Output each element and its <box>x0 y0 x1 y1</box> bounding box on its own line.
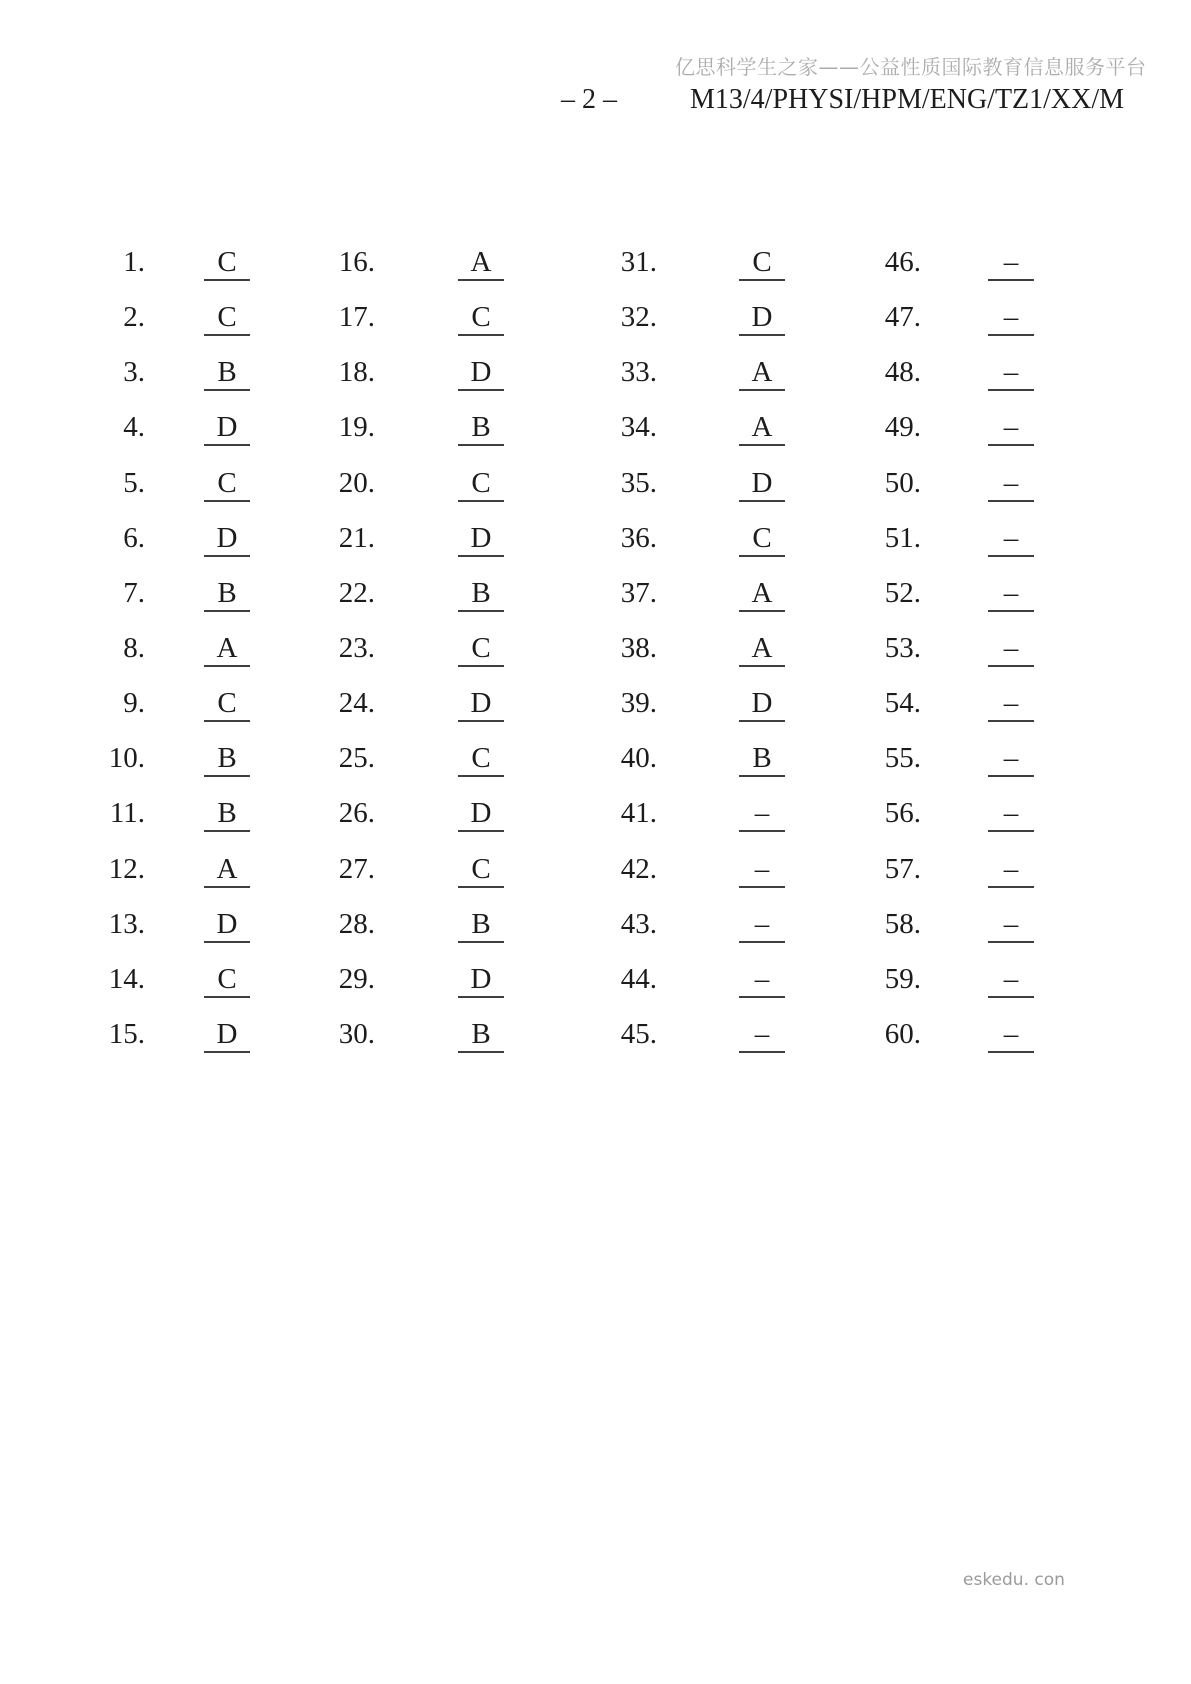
answer-value: – <box>988 631 1034 667</box>
question-number: 41. <box>620 797 657 830</box>
answer-value: A <box>739 631 785 667</box>
answer-row <box>305 959 504 1014</box>
answer-row <box>75 959 250 1014</box>
answer-value: D <box>739 466 785 502</box>
answer-row <box>587 959 785 1014</box>
answer-row <box>75 463 250 518</box>
page-number: – 2 – <box>561 84 617 115</box>
answer-row <box>587 904 785 959</box>
question-number: 40. <box>620 742 657 775</box>
question-number: 15. <box>108 1017 145 1050</box>
site-banner: 亿思科学生之家——公益性质国际教育信息服务平台 <box>675 55 1147 79</box>
answer-row <box>587 849 785 904</box>
answer-row <box>851 628 1034 683</box>
answer-row <box>75 904 250 959</box>
question-number: 48. <box>884 356 921 389</box>
question-number: 8. <box>123 631 145 664</box>
question-number: 36. <box>620 521 657 554</box>
answer-value: – <box>988 796 1034 832</box>
answer-row <box>75 628 250 683</box>
answer-row <box>851 793 1034 848</box>
answer-value: – <box>988 686 1034 722</box>
question-number: 50. <box>884 466 921 499</box>
question-number: 31. <box>620 246 657 278</box>
answer-row <box>75 518 250 573</box>
answer-row <box>75 407 250 462</box>
question-number: 46. <box>884 246 921 278</box>
answer-value: – <box>988 410 1034 446</box>
answer-value: – <box>988 521 1034 557</box>
answer-row <box>305 297 504 352</box>
answer-value: D <box>204 907 250 943</box>
question-number: 38. <box>620 631 657 664</box>
answer-row <box>851 518 1034 573</box>
answer-column-2 <box>305 242 504 1069</box>
question-number: 57. <box>884 852 921 885</box>
question-number: 28. <box>338 907 375 940</box>
question-number: 12. <box>108 852 145 885</box>
answer-value: B <box>458 1017 504 1053</box>
answer-value: – <box>988 962 1034 998</box>
answer-row <box>851 242 1034 297</box>
answer-value: – <box>988 300 1034 336</box>
question-number: 33. <box>620 356 657 389</box>
answer-row <box>305 407 504 462</box>
answer-row <box>851 959 1034 1014</box>
answer-value: C <box>458 300 504 336</box>
answer-value: A <box>739 410 785 446</box>
answer-row <box>305 904 504 959</box>
answer-value: D <box>204 521 250 557</box>
question-number: 13. <box>108 907 145 940</box>
question-number: 4. <box>123 411 145 444</box>
answer-value: A <box>204 631 250 667</box>
question-number: 45. <box>620 1017 657 1050</box>
question-number: 20. <box>338 466 375 499</box>
answer-value: C <box>739 245 785 281</box>
question-number: 10. <box>108 742 145 775</box>
answer-value: B <box>204 576 250 612</box>
answer-value: B <box>458 576 504 612</box>
answer-row <box>587 793 785 848</box>
question-number: 35. <box>620 466 657 499</box>
answer-column-3 <box>587 242 785 1069</box>
answer-row <box>75 1014 250 1069</box>
question-number: 25. <box>338 742 375 775</box>
answer-value: – <box>739 907 785 943</box>
answer-row <box>305 738 504 793</box>
answer-value: – <box>988 576 1034 612</box>
answer-row <box>75 738 250 793</box>
answer-value: C <box>204 962 250 998</box>
answer-value: A <box>458 245 504 281</box>
answer-row <box>851 573 1034 628</box>
question-number: 24. <box>338 687 375 720</box>
answer-row <box>305 1014 504 1069</box>
question-number: 60. <box>884 1017 921 1050</box>
question-number: 42. <box>620 852 657 885</box>
question-number: 27. <box>338 852 375 885</box>
answer-value: B <box>458 907 504 943</box>
answer-value: D <box>458 686 504 722</box>
answer-row <box>587 297 785 352</box>
answer-value: B <box>458 410 504 446</box>
question-number: 47. <box>884 301 921 334</box>
answer-value: D <box>458 521 504 557</box>
answer-value: D <box>204 410 250 446</box>
answer-row <box>587 683 785 738</box>
document-code: M13/4/PHYSI/HPM/ENG/TZ1/XX/M <box>690 84 1125 115</box>
answer-value: – <box>988 907 1034 943</box>
answer-row <box>305 683 504 738</box>
answer-value: – <box>739 796 785 832</box>
answer-row <box>587 518 785 573</box>
question-number: 18. <box>338 356 375 389</box>
answer-value: – <box>988 741 1034 777</box>
answer-value: C <box>204 245 250 281</box>
answer-row <box>305 242 504 297</box>
answer-value: C <box>458 741 504 777</box>
answer-value: – <box>739 852 785 888</box>
answer-value: – <box>988 245 1034 281</box>
answer-row <box>305 518 504 573</box>
answer-row <box>75 683 250 738</box>
watermark: eskedu. con <box>963 1570 1065 1590</box>
answer-row <box>305 793 504 848</box>
question-number: 51. <box>884 521 921 554</box>
question-number: 2. <box>123 301 145 334</box>
answer-row <box>851 297 1034 352</box>
question-number: 16. <box>338 246 375 278</box>
question-number: 9. <box>123 687 145 720</box>
answer-value: C <box>204 466 250 502</box>
answer-value: A <box>204 852 250 888</box>
answer-row <box>75 793 250 848</box>
question-number: 7. <box>123 576 145 609</box>
answer-value: B <box>739 741 785 777</box>
answer-value: D <box>739 300 785 336</box>
question-number: 14. <box>108 962 145 995</box>
answer-row <box>305 628 504 683</box>
question-number: 26. <box>338 797 375 830</box>
answer-value: – <box>988 852 1034 888</box>
question-number: 29. <box>338 962 375 995</box>
answer-row <box>851 352 1034 407</box>
question-number: 11. <box>109 797 145 830</box>
answer-value: A <box>739 355 785 391</box>
answer-value: B <box>204 741 250 777</box>
answer-row <box>851 904 1034 959</box>
question-number: 58. <box>884 907 921 940</box>
answer-column-1 <box>75 242 250 1069</box>
question-number: 52. <box>884 576 921 609</box>
answer-value: D <box>458 355 504 391</box>
answer-value: – <box>988 466 1034 502</box>
answer-row <box>587 628 785 683</box>
answer-row <box>587 242 785 297</box>
question-number: 43. <box>620 907 657 940</box>
question-number: 19. <box>338 411 375 444</box>
answer-value: B <box>204 355 250 391</box>
question-number: 30. <box>338 1017 375 1050</box>
question-number: 21. <box>338 521 375 554</box>
answer-value: C <box>204 300 250 336</box>
answer-row <box>587 573 785 628</box>
answer-row <box>851 407 1034 462</box>
question-number: 37. <box>620 576 657 609</box>
question-number: 44. <box>620 962 657 995</box>
answer-value: D <box>458 796 504 832</box>
answer-value: C <box>458 631 504 667</box>
answer-row <box>851 1014 1034 1069</box>
answer-value: D <box>739 686 785 722</box>
answer-row <box>75 573 250 628</box>
answer-row <box>587 1014 785 1069</box>
answer-value: C <box>739 521 785 557</box>
answer-value: C <box>458 852 504 888</box>
answer-row <box>305 573 504 628</box>
answer-value: C <box>204 686 250 722</box>
question-number: 6. <box>123 521 145 554</box>
answer-row <box>851 463 1034 518</box>
answer-value: – <box>739 1017 785 1053</box>
answer-row <box>851 849 1034 904</box>
question-number: 32. <box>620 301 657 334</box>
answer-row <box>305 849 504 904</box>
question-number: 55. <box>884 742 921 775</box>
question-number: 56. <box>884 797 921 830</box>
question-number: 59. <box>884 962 921 995</box>
answer-column-4 <box>851 242 1034 1069</box>
question-number: 49. <box>884 411 921 444</box>
answer-row <box>305 352 504 407</box>
answer-row <box>75 352 250 407</box>
question-number: 39. <box>620 687 657 720</box>
question-number: 1. <box>123 246 145 278</box>
answer-row <box>305 463 504 518</box>
answer-row <box>75 297 250 352</box>
answer-row <box>851 738 1034 793</box>
answer-row <box>587 463 785 518</box>
answer-value: – <box>988 1017 1034 1053</box>
question-number: 17. <box>338 301 375 334</box>
answer-value: B <box>204 796 250 832</box>
answer-value: C <box>458 466 504 502</box>
answer-row <box>75 242 250 297</box>
answer-row <box>587 407 785 462</box>
answer-row <box>851 683 1034 738</box>
question-number: 22. <box>338 576 375 609</box>
question-number: 54. <box>884 687 921 720</box>
question-number: 5. <box>123 466 145 499</box>
question-number: 34. <box>620 411 657 444</box>
answer-row <box>75 849 250 904</box>
answer-row <box>587 738 785 793</box>
question-number: 23. <box>338 631 375 664</box>
answer-value: – <box>739 962 785 998</box>
answer-value: – <box>988 355 1034 391</box>
answer-value: D <box>458 962 504 998</box>
answer-row <box>587 352 785 407</box>
question-number: 53. <box>884 631 921 664</box>
answer-value: D <box>204 1017 250 1053</box>
answer-value: A <box>739 576 785 612</box>
question-number: 3. <box>123 356 145 389</box>
